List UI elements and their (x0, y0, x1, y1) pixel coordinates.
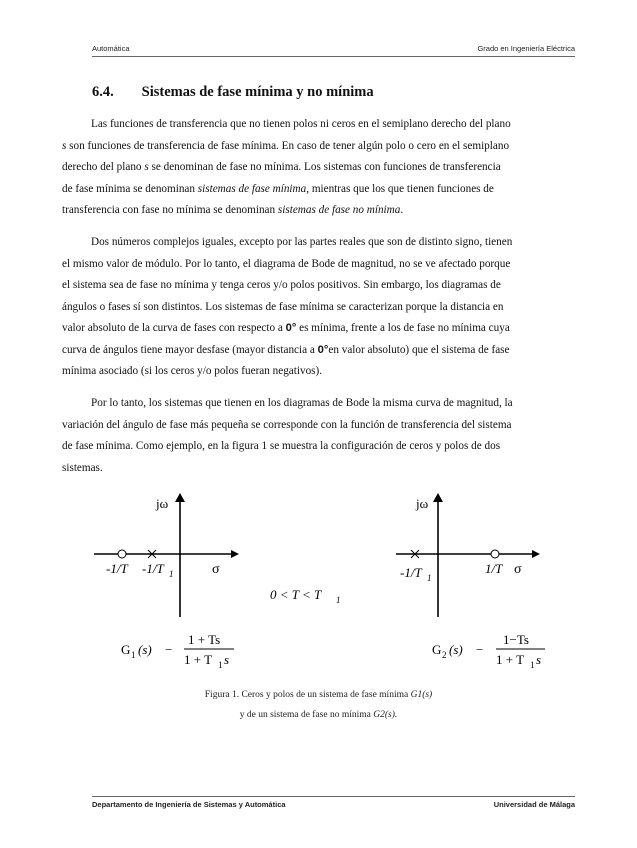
text-run: se denominan de fase no mínima. Los sistemas con funciones de transferencia (148, 161, 501, 173)
g1-equation (121, 632, 234, 670)
g2-denominator-subscript: 1 (530, 660, 535, 670)
text-line: variación del ángulo de fase más pequeña se corresponde con la función de transferencia del sistema (62, 418, 512, 431)
text-run: . (400, 204, 404, 216)
g2-equals: − (476, 642, 484, 657)
right-imag-arrow (433, 493, 443, 502)
text-run: , mientras que los que tienen funciones de (306, 182, 494, 195)
left-imag-arrow (175, 493, 185, 502)
text-run: derecho del plano (62, 161, 145, 173)
math-var: s (62, 139, 67, 152)
right-s-plane (396, 493, 540, 617)
text-line (62, 179, 576, 201)
left-real-arrow (231, 550, 239, 558)
footer-rule (92, 796, 575, 797)
left-s-plane (94, 493, 239, 617)
right-jw-label: jω (416, 496, 429, 511)
footer-left: Departamento de Ingeniería de Sistemas y Automática (92, 800, 286, 809)
emphasis: sistemas de fase no mínima (277, 204, 401, 216)
degree-value: 0° (285, 322, 297, 334)
text-run: son funciones de transferencia de fase mínima. En caso de tener algún polo o cero en el semiplano (66, 139, 510, 152)
left-pole-subscript: 1 (169, 569, 174, 579)
g1-symbol: G (121, 642, 131, 657)
text-run: curva de ángulos tiene mayor desfase (mayor distancia a (62, 343, 318, 356)
text-run: valor absoluto de la curva de fases con respecto a (62, 322, 286, 334)
text-line (62, 318, 576, 340)
footer-right: Universidad de Málaga (493, 800, 575, 809)
text-line: Las funciones de transferencia que no tienen polos ni ceros en el semiplano derecho del plano (91, 118, 511, 130)
g1-arg: (s) (138, 642, 152, 657)
header-rule (92, 56, 575, 57)
left-pole-label: -1/T (142, 561, 164, 576)
text-line: Por lo tanto, los sistemas que tienen en los diagramas de Bode la misma curva de magnitud, la (91, 397, 513, 409)
paragraph-2 (62, 232, 576, 383)
right-pole-label: -1/T (400, 565, 422, 580)
text-run: en valor absoluto) que el sistema de fase (328, 343, 510, 356)
g2-subscript: 2 (442, 650, 447, 660)
caption-math: G1(s) (410, 690, 433, 700)
right-zero-label: 1/T (485, 561, 503, 576)
math-var: s (144, 161, 149, 173)
figure-caption-line-1 (0, 690, 637, 700)
text-line (62, 340, 576, 362)
condition-subscript: 1 (336, 595, 341, 605)
text-line (62, 200, 576, 222)
page-header (92, 44, 575, 56)
g2-equation (432, 632, 545, 670)
g2-symbol: G (432, 642, 442, 657)
paragraph-3 (62, 393, 576, 479)
left-jw-label: jω (156, 496, 169, 511)
text-run: es mínima, frente a los de fase no mínima cuya (296, 322, 510, 334)
text-line (62, 157, 576, 179)
header-left: Automática (92, 44, 130, 53)
caption-math: G2(s). (373, 710, 398, 720)
right-real-arrow (532, 550, 540, 558)
g1-denominator-s: s (224, 652, 230, 667)
caption-text: y de un sistema de fase no mínima (239, 710, 374, 720)
text-line: el mismo valor de módulo. Por lo tanto, el diagrama de Bode de magnitud, no se ve afectado porque (62, 257, 511, 270)
paragraph-1 (62, 114, 576, 222)
text-line: sistemas. (62, 461, 103, 474)
g1-denominator-subscript: 1 (218, 660, 223, 670)
text-line: el sistema sea de fase no mínima y tenga ceros y/o polos positivos. Sin embargo, los diagramas de (62, 279, 501, 291)
g1-equals: − (165, 642, 173, 657)
g2-denominator-s: s (536, 652, 542, 667)
caption-text: Figura 1. Ceros y polos de un sistema de fase mínima (204, 690, 411, 700)
section-heading: Sistemas de fase mínima y no mínima (141, 84, 374, 100)
text-run: transferencia con fase no mínima se denominan (62, 204, 278, 216)
left-zero-marker (118, 550, 126, 558)
right-pole-subscript: 1 (427, 573, 432, 583)
text-line: de fase mínima. Como ejemplo, en la figura 1 se muestra la configuración de ceros y polos de dos (62, 440, 501, 452)
text-line: Dos números complejos iguales, excepto por las partes reales que son de distinto signo, tienen (91, 236, 513, 248)
degree-value: 0° (317, 343, 329, 356)
g2-denominator: 1 + T (496, 652, 525, 667)
text-line: mínima asociado (si los ceros y/o polos fueran negativos). (62, 365, 323, 377)
g1-numerator: 1 + Ts (188, 632, 221, 647)
section-number: 6.4. (92, 84, 114, 100)
g1-denominator: 1 + T (184, 652, 213, 667)
section-title (92, 84, 374, 101)
g2-numerator: 1−Ts (503, 632, 529, 647)
g2-arg: (s) (449, 642, 463, 657)
page-footer (92, 800, 575, 812)
right-zero-marker (491, 550, 499, 558)
condition (270, 587, 341, 605)
condition-text: 0 < T < T (270, 587, 322, 602)
right-sigma-label: σ (514, 562, 522, 577)
text-run: de fase mínima se denominan (62, 182, 198, 195)
left-zero-label: -1/T (106, 561, 128, 576)
header-right: Grado en Ingeniería Eléctrica (477, 44, 575, 53)
g1-subscript: 1 (131, 650, 136, 660)
figure-caption-line-2 (0, 710, 637, 720)
text-line: ángulos o fases sí son distintos. Los sistemas de fase mínima se caracterizan porque la distancia en (62, 300, 504, 313)
left-sigma-label: σ (212, 562, 220, 577)
text-line (62, 136, 576, 158)
emphasis: sistemas de fase mínima (197, 182, 307, 195)
